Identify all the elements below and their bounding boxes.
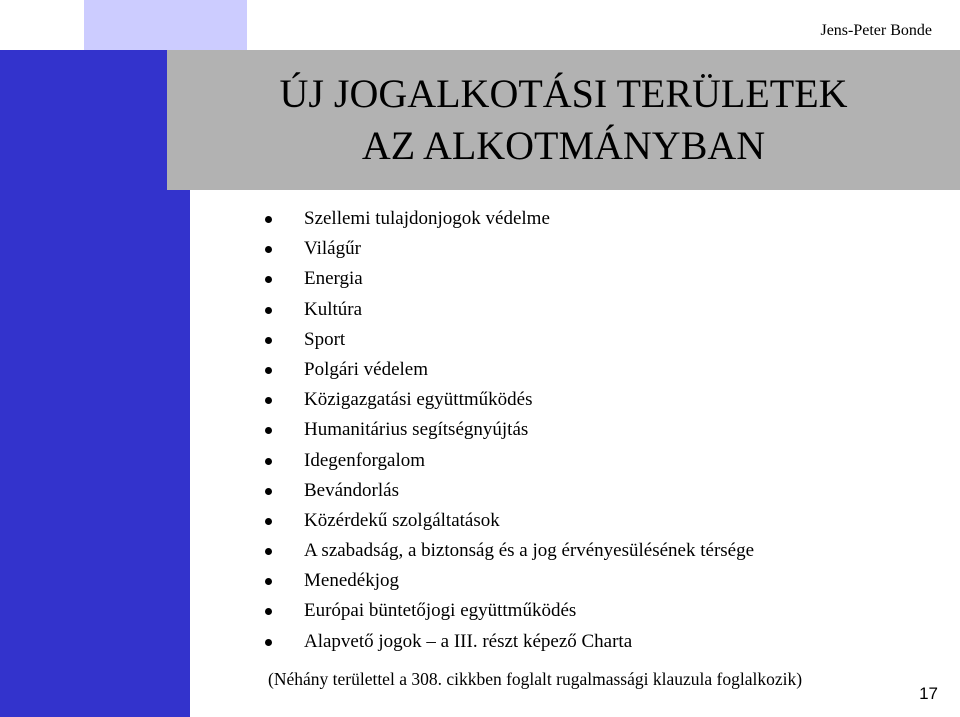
bullet-icon: [265, 458, 272, 465]
list-item: [262, 385, 754, 415]
title-line-2: AZ ALKOTMÁNYBAN: [361, 123, 766, 168]
bullet-icon: [265, 548, 272, 555]
list-item-text: Közigazgatási együttműködés: [304, 389, 533, 411]
list-item: [262, 295, 754, 325]
list-item: [262, 355, 754, 385]
bullet-icon: [265, 518, 272, 525]
list-item: [262, 204, 754, 234]
footnote: (Néhány területtel a 308. cikkben foglalt rugalmassági klauzula foglalkozik): [268, 669, 803, 689]
list-item-text: A szabadság, a biztonság és a jog érvényesülésének térsége: [304, 540, 755, 562]
list-item: [262, 446, 754, 476]
slide-title: [167, 68, 960, 172]
list-item: [262, 627, 754, 657]
list-item: [262, 415, 754, 445]
bullet-icon: [265, 367, 272, 374]
bullet-icon: [265, 427, 272, 434]
bullet-icon: [265, 246, 272, 253]
bullet-icon: [265, 639, 272, 646]
bullet-icon: [265, 397, 272, 404]
list-item: [262, 234, 754, 264]
bullet-icon: [265, 608, 272, 615]
bullet-icon: [265, 276, 272, 283]
list-item-text: Polgári védelem: [304, 358, 428, 380]
list-item-text: Közérdekű szolgáltatások: [304, 509, 500, 531]
page-number: 17: [919, 684, 938, 703]
bullet-icon: [265, 337, 272, 344]
bullet-icon: [265, 216, 272, 223]
list-item: [262, 506, 754, 536]
list-item-text: Humanitárius segítségnyújtás: [304, 419, 529, 441]
list-item-text: Szellemi tulajdonjogok védelme: [304, 208, 550, 229]
bullet-icon: [265, 307, 272, 314]
bullet-icon: [265, 488, 272, 495]
list-item-text: Kultúra: [304, 298, 363, 320]
bullet-icon: [265, 578, 272, 585]
decorative-blue-bar: [0, 50, 190, 717]
list-item: [262, 476, 754, 506]
list-item-text: Idegenforgalom: [304, 449, 425, 471]
list-item-text: Menedékjog: [304, 570, 399, 592]
list-item-text: Világűr: [304, 238, 361, 260]
list-item: [262, 566, 754, 596]
author-name: Jens-Peter Bonde: [820, 22, 932, 39]
list-item: [262, 264, 754, 294]
list-item: [262, 536, 754, 566]
list-item: [262, 325, 754, 355]
list-item-text: Európai büntetőjogi együttműködés: [304, 600, 577, 622]
title-line-1: ÚJ JOGALKOTÁSI TERÜLETEK: [279, 71, 848, 116]
list-item-text: Alapvető jogok – a III. részt képező Charta: [304, 630, 633, 652]
list-item-text: Bevándorlás: [304, 479, 399, 501]
list-item-text: Sport: [304, 328, 346, 350]
bullet-list: [262, 204, 754, 657]
list-item-text: Energia: [304, 268, 363, 290]
list-item: [262, 596, 754, 626]
